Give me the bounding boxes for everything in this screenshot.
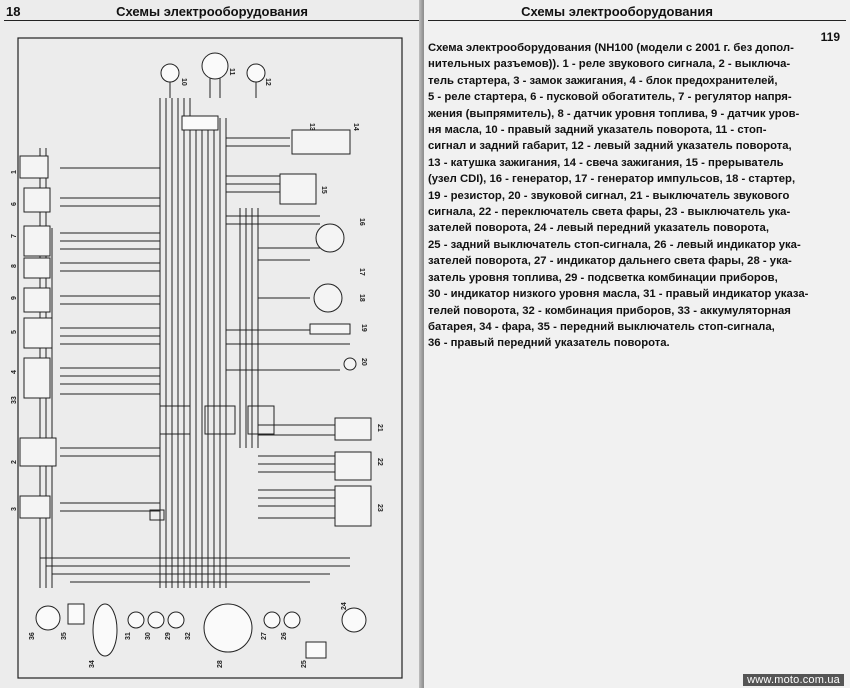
caption-line: 25 - задний выключатель стоп-сигнала, 26 - левый индикатор ука- (428, 238, 801, 251)
component-number-7: 7 (11, 234, 18, 238)
left-running-title: Схемы электрооборудования (116, 4, 308, 19)
component-number-19: 19 (360, 324, 367, 332)
component-number-34: 34 (89, 660, 96, 668)
component-number-29: 29 (165, 632, 172, 640)
left-page-number: 18 (6, 4, 21, 19)
component-number-17: 17 (358, 268, 365, 276)
component-number-32: 32 (185, 632, 192, 640)
caption-line: зателей поворота, 27 - индикатор дальнего света фары, 28 - ука- (428, 255, 792, 268)
figure-caption (428, 40, 828, 352)
caption-line: зателей поворота, 24 - левый передний указатель поворота, (428, 222, 769, 235)
caption-line: ня масла, 10 - правый задний указатель поворота, 11 - стоп- (428, 124, 767, 137)
component-number-6: 6 (11, 202, 18, 206)
component-number-16: 16 (358, 218, 365, 226)
component-number-25: 25 (301, 660, 308, 668)
watermark: www.moto.com.ua (743, 674, 844, 686)
caption-line: 19 - резистор, 20 - звуковой сигнал, 21 - выключатель звукового (428, 189, 790, 202)
caption-line: сигнала, 22 - переключатель света фары, 23 - выключатель ука- (428, 206, 791, 219)
component-number-31: 31 (125, 632, 132, 640)
wiring-diagram (10, 28, 410, 683)
component-number-12: 12 (264, 78, 271, 86)
component-number-23: 23 (376, 504, 383, 512)
component-number-35: 35 (61, 632, 68, 640)
component-number-28: 28 (217, 660, 224, 668)
component-number-8: 8 (11, 264, 18, 268)
component-number-3: 3 (11, 507, 18, 511)
component-number-30: 30 (145, 632, 152, 640)
component-number-14: 14 (352, 123, 359, 131)
component-number-4: 4 (11, 370, 18, 374)
caption-line: 30 - индикатор низкого уровня масла, 31 - правый индикатор указа- (428, 288, 809, 301)
component-number-15: 15 (320, 186, 327, 194)
caption-line: жения (выпрямитель), 8 - датчик уровня топлива, 9 - датчик уров- (428, 107, 800, 120)
component-number-36: 36 (29, 632, 36, 640)
caption-line: Схема электрооборудования (NH100 (модели с 2001 г. без допол- (428, 42, 794, 54)
caption-line: (узел CDI), 16 - генератор, 17 - генератор импульсов, 18 - стартер, (428, 173, 796, 186)
component-number-22: 22 (376, 458, 383, 466)
component-number-9: 9 (11, 296, 18, 300)
caption-line: нительных разъемов)). 1 - реле звукового сигнала, 2 - выключа- (428, 58, 791, 71)
caption-line: затель уровня топлива, 29 - подсветка комбинации приборов, (428, 271, 778, 284)
component-number-10: 10 (180, 78, 187, 86)
component-number-26: 26 (281, 632, 288, 640)
caption-line: сигнал и задний габарит, 12 - левый задний указатель поворота, (428, 140, 792, 153)
component-number-24: 24 (341, 602, 348, 610)
caption-line: 36 - правый передний указатель поворота. (428, 337, 670, 350)
left-page (0, 0, 424, 688)
component-number-2: 2 (11, 460, 18, 464)
caption-line: батарея, 34 - фара, 35 - передний выключатель стоп-сигнала, (428, 320, 775, 333)
component-number-21: 21 (376, 424, 383, 432)
component-number-33: 33 (11, 396, 18, 404)
left-page-header (4, 4, 420, 21)
right-page (424, 0, 850, 688)
right-page-header (428, 4, 846, 44)
component-number-5: 5 (11, 330, 18, 334)
component-number-11: 11 (228, 68, 235, 76)
caption-line: телей поворота, 32 - комбинация приборов, 33 - аккумуляторная (428, 304, 791, 317)
component-number-1: 1 (11, 170, 18, 174)
caption-line: 13 - катушка зажигания, 14 - свеча зажигания, 15 - прерыватель (428, 156, 784, 169)
component-number-13: 13 (308, 123, 315, 131)
caption-line: тель стартера, 3 - замок зажигания, 4 - блок предохранителей, (428, 74, 778, 87)
component-number-18: 18 (358, 294, 365, 302)
right-running-title: Схемы электрооборудования (521, 4, 713, 19)
component-number-27: 27 (261, 632, 268, 640)
right-page-number: 119 (820, 30, 840, 44)
caption-line: 5 - реле стартера, 6 - пусковой обогатитель, 7 - регулятор напря- (428, 91, 792, 104)
component-number-20: 20 (360, 358, 367, 366)
